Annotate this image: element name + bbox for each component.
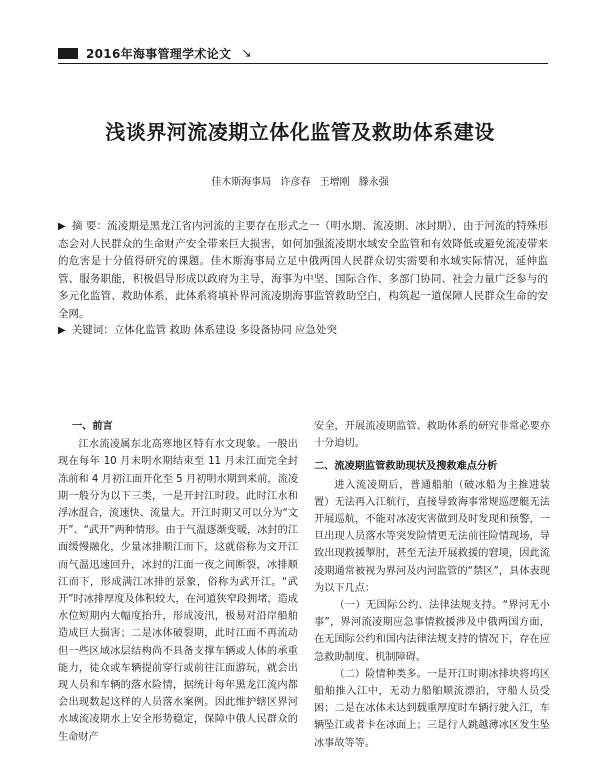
- keywords-label: 关键词：: [71, 324, 114, 336]
- intro-paragraph: 江水流凌属东北高寒地区特有水文现象。一般出现在每年 10 月末明水期结束至 11 月末江面完全封冻前和 4 月初江面开化至 5 月初明水期到来前，流凌期一般分为以下三类，一是开封江时段。此时江水和浮冰混合，流速快、流量大。开江时期又可以分为“文开”、“武开”两种情形。由于气温逐渐变暖，冰封的江面缓慢融化，少量冰排顺江而下，这就俗称为文开江而气温迅速回升，冰封的江面一夜之间断裂，冰排顺江而下，形成满江冰排的景象，俗称为武开江。“武开”时冰排厚度及体积较大，在河道狭窄段拥堵，造成水位短期内大幅度抬升，形成凌汛，极易对沿岸船舶造成巨大损害；二是冰体破裂期，此时江面不再流动但一些区域冰层结构尚不具备支撑车辆或人体的承重能力，徒众或车辆提前穿行或前往江面游玩，就会出现人员和车辆的落水险情，据统计每年黑龙江流内都会出现数起这样的人员落水案例。因此维护辖区界河水域流凌期水上安全形势稳定，保障中俄人民群众的生命财产: [58, 439, 298, 743]
- body-column-right: [314, 418, 550, 752]
- section-heading-intro: 一、前言: [72, 421, 113, 432]
- header-text: 2016年海事管理学术论文: [86, 46, 232, 61]
- abstract: [58, 218, 548, 323]
- subsection-two: （二）险情种类多。一是开江时期冰排块将坞区船舶推入江中，无动力船舶顺流漂泊，守船人员受困；二是在冰体未达到载重厚度时车辆行驶入江，车辆坠江或者卡在冰面上；三是行人跳越薄冰区发生坠冰事故等等。: [314, 668, 550, 749]
- running-header: [58, 44, 251, 62]
- header-bar-mark: [58, 48, 78, 59]
- keywords: [58, 322, 548, 339]
- abstract-label: 摘 要：: [71, 220, 108, 232]
- bullet-triangle-icon: ▶: [58, 325, 66, 336]
- paper-authors: 佳木斯海事局 许彦春 王增刚 滕永强: [211, 177, 389, 188]
- keywords-text: 立体化监管 救助 体系建设 多设备协同 应急处突: [113, 324, 338, 336]
- section-heading-status: 二、流凌期监管救助现状及搜救难点分析: [314, 461, 498, 473]
- header-arrow-icon: ↘: [241, 46, 252, 60]
- abstract-text: 流凌期是黑龙江省内河流的主要存在形式之一（明水期、流凌期、冰封期），由于河流的特殊形态会对人民群众的生命财产安全带来巨大损害，如何加强流凌期水域安全监管和有效降低或避免流凌带来的危害是十分值得研究的课题。佳木斯海事局立足中俄两国人民群众切实需要和水域实际情况，延伸监管、服务职能，积极倡导形成以政府为主导，海事为中坚、国际合作、多部门协同、社会力量广泛参与的多元化监管、救助体系，此体系将填补界河流凌期海事监管救助空白，构筑起一道保障人民群众生命的安全网。: [58, 220, 549, 320]
- intro-paragraph-continued: 安全，开展流凌期监管、救助体系的研究非常必要亦十分迫切。: [314, 421, 550, 450]
- paper-title: 浅谈界河流凌期立体化监管及救助体系建设: [105, 120, 495, 144]
- subsection-one: （一）无国际公约、法律法规支持。“界河无小事”，界河流凌期应急事情救援涉及中俄两国方面，在无国际公约和国内法律法规支持的情况下，存在应急救助制度、机制障碍。: [314, 600, 550, 663]
- bullet-triangle-icon: ▶: [58, 221, 66, 232]
- status-paragraph: 进入流凌期后，普通船舶（破冰船为主推进装置）无法再入江航行，直接导致海事常规巡逻艇无法开展巡航，不能对冰凌灾害做到及时发现和预警，一旦出现人员落水等突发险情更无法前往险情现场，导致出现救援掣肘，甚至无法开展救援的窘境，因此流凌期通常被视为界河及内河监管的“禁区”，具体表现为以下几点：: [314, 479, 550, 594]
- body-column-left: [58, 418, 298, 746]
- header-rule: [58, 63, 548, 64]
